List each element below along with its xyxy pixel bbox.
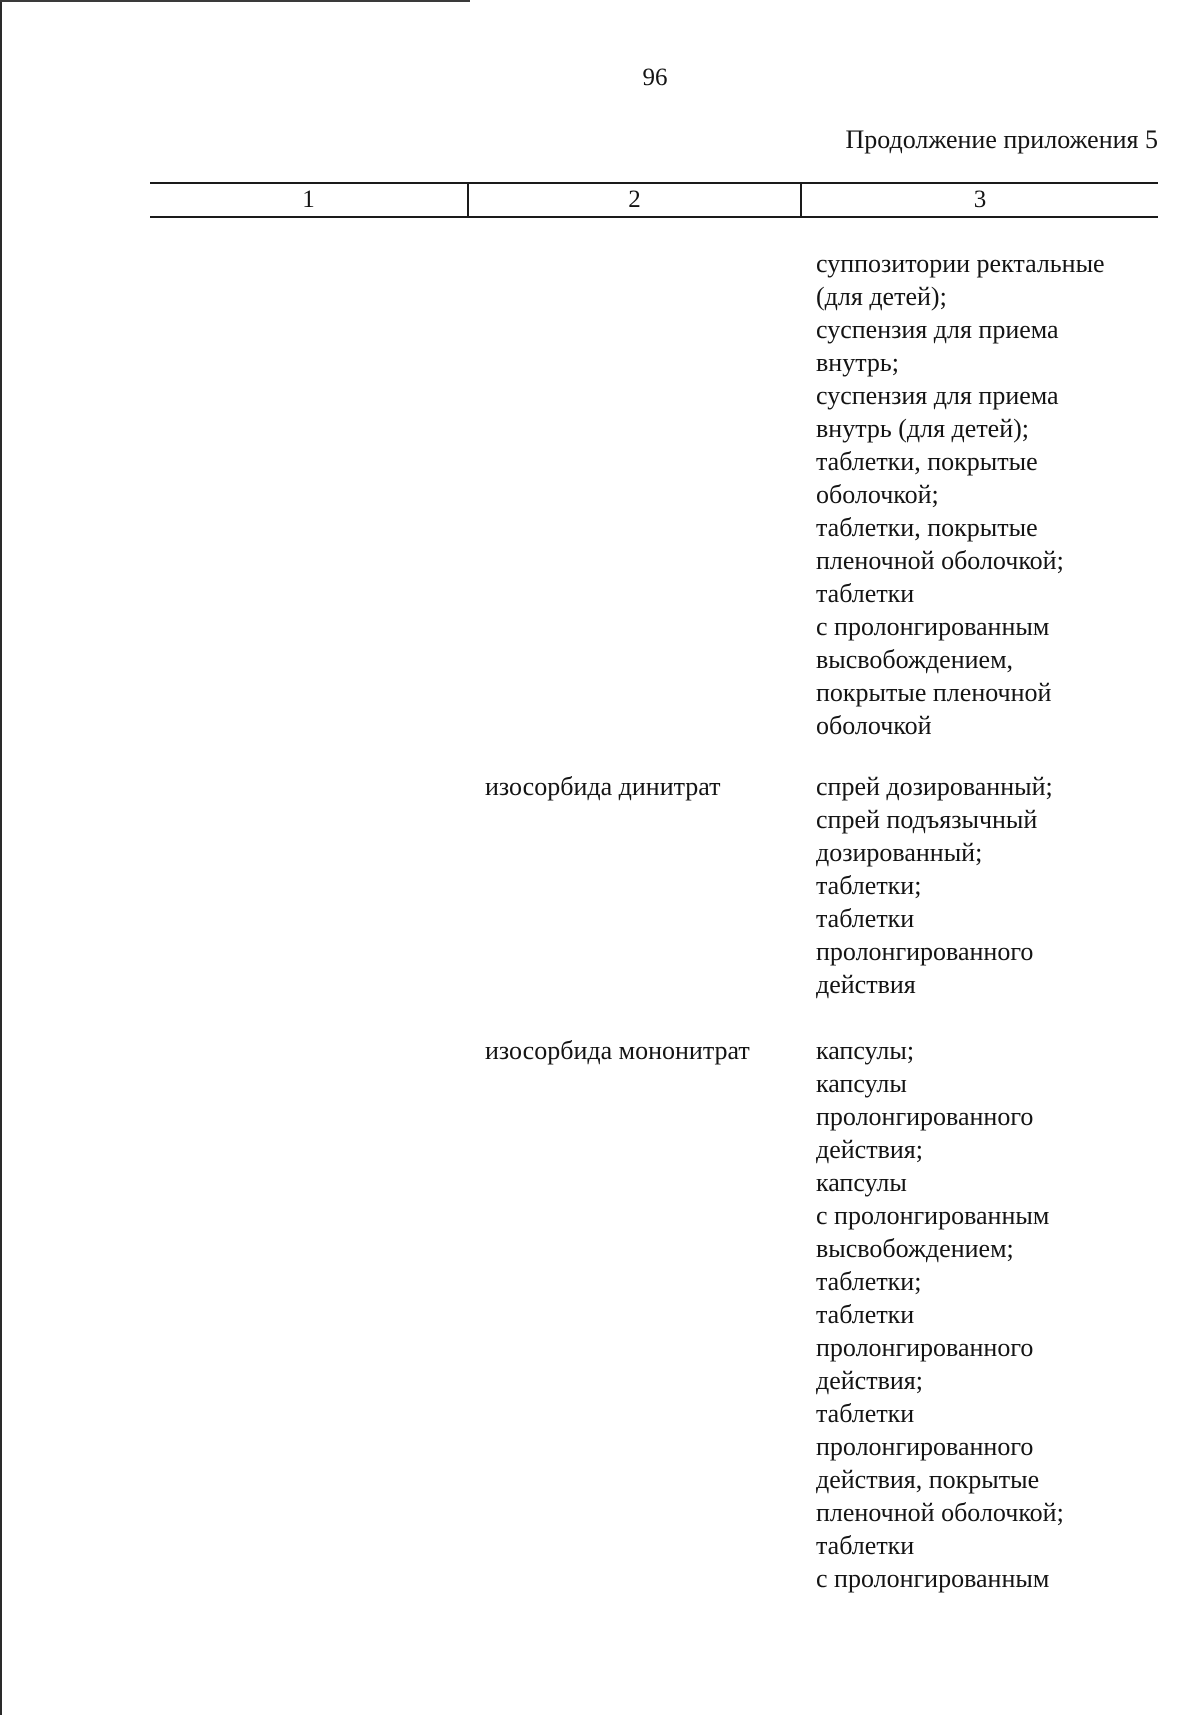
- dosage-form-line: таблетки, покрытые: [816, 513, 1038, 542]
- dosage-form-line: спрей дозированный;: [816, 772, 1053, 801]
- appendix-continuation-heading: Продолжение приложения 5: [845, 125, 1158, 154]
- dosage-form-line: (для детей);: [816, 282, 947, 311]
- dosage-form-line: оболочкой;: [816, 480, 939, 509]
- dosage-form-line: пролонгированного: [816, 1432, 1034, 1461]
- column-header-1: 1: [302, 186, 315, 213]
- dosage-form-line: оболочкой: [816, 711, 932, 740]
- table-header-bottom-rule: [150, 216, 1158, 218]
- dosage-form-line: спрей подъязычный: [816, 805, 1038, 834]
- dosage-form-line: пленочной оболочкой;: [816, 546, 1064, 575]
- dosage-form-line: действия;: [816, 1366, 923, 1395]
- page-number: 96: [642, 64, 668, 91]
- scan-edge-top: [0, 0, 470, 2]
- dosage-form-line: внутрь (для детей);: [816, 414, 1030, 443]
- dosage-forms-list: [816, 1034, 1064, 1595]
- drug-name: изосорбида динитрат: [485, 772, 721, 801]
- dosage-forms-list: [816, 247, 1105, 742]
- dosage-form-line: пролонгированного: [816, 1102, 1034, 1131]
- dosage-form-line: пленочной оболочкой;: [816, 1498, 1064, 1527]
- dosage-form-line: покрытые пленочной: [816, 678, 1052, 707]
- dosage-form-line: таблетки;: [816, 1267, 922, 1296]
- dosage-form-line: таблетки: [816, 579, 915, 608]
- dosage-form-line: таблетки: [816, 1531, 915, 1560]
- dosage-form-line: капсулы;: [816, 1036, 915, 1065]
- dosage-form-line: таблетки: [816, 904, 915, 933]
- dosage-form-line: высвобождением;: [816, 1234, 1014, 1263]
- dosage-form-line: пролонгированного: [816, 1333, 1034, 1362]
- dosage-form-line: действия;: [816, 1135, 923, 1164]
- dosage-forms-list: [816, 770, 1053, 1001]
- column-header-3: 3: [973, 186, 987, 213]
- dosage-form-line: с пролонгированным: [816, 1201, 1050, 1230]
- dosage-form-line: высвобождением,: [816, 645, 1014, 674]
- dosage-form-line: капсулы: [816, 1168, 907, 1197]
- dosage-form-line: суспензия для приема: [816, 381, 1059, 410]
- dosage-form-line: действия: [816, 970, 916, 999]
- scan-edge-left: [0, 0, 2, 1715]
- dosage-form-line: внутрь;: [816, 348, 899, 377]
- dosage-form-line: действия, покрытые: [816, 1465, 1040, 1494]
- dosage-form-line: капсулы: [816, 1069, 907, 1098]
- dosage-form-line: таблетки: [816, 1399, 915, 1428]
- dosage-form-line: с пролонгированным: [816, 1564, 1050, 1593]
- dosage-form-line: пролонгированного: [816, 937, 1034, 966]
- dosage-form-line: с пролонгированным: [816, 612, 1050, 641]
- dosage-form-line: суспензия для приема: [816, 315, 1059, 344]
- dosage-form-line: суппозитории ректальные: [816, 249, 1105, 278]
- dosage-form-line: таблетки: [816, 1300, 915, 1329]
- dosage-form-line: таблетки, покрытые: [816, 447, 1038, 476]
- dosage-form-line: таблетки;: [816, 871, 922, 900]
- column-header-2: 2: [628, 186, 641, 213]
- drug-name: изосорбида мононитрат: [485, 1036, 750, 1065]
- dosage-form-line: дозированный;: [816, 838, 983, 867]
